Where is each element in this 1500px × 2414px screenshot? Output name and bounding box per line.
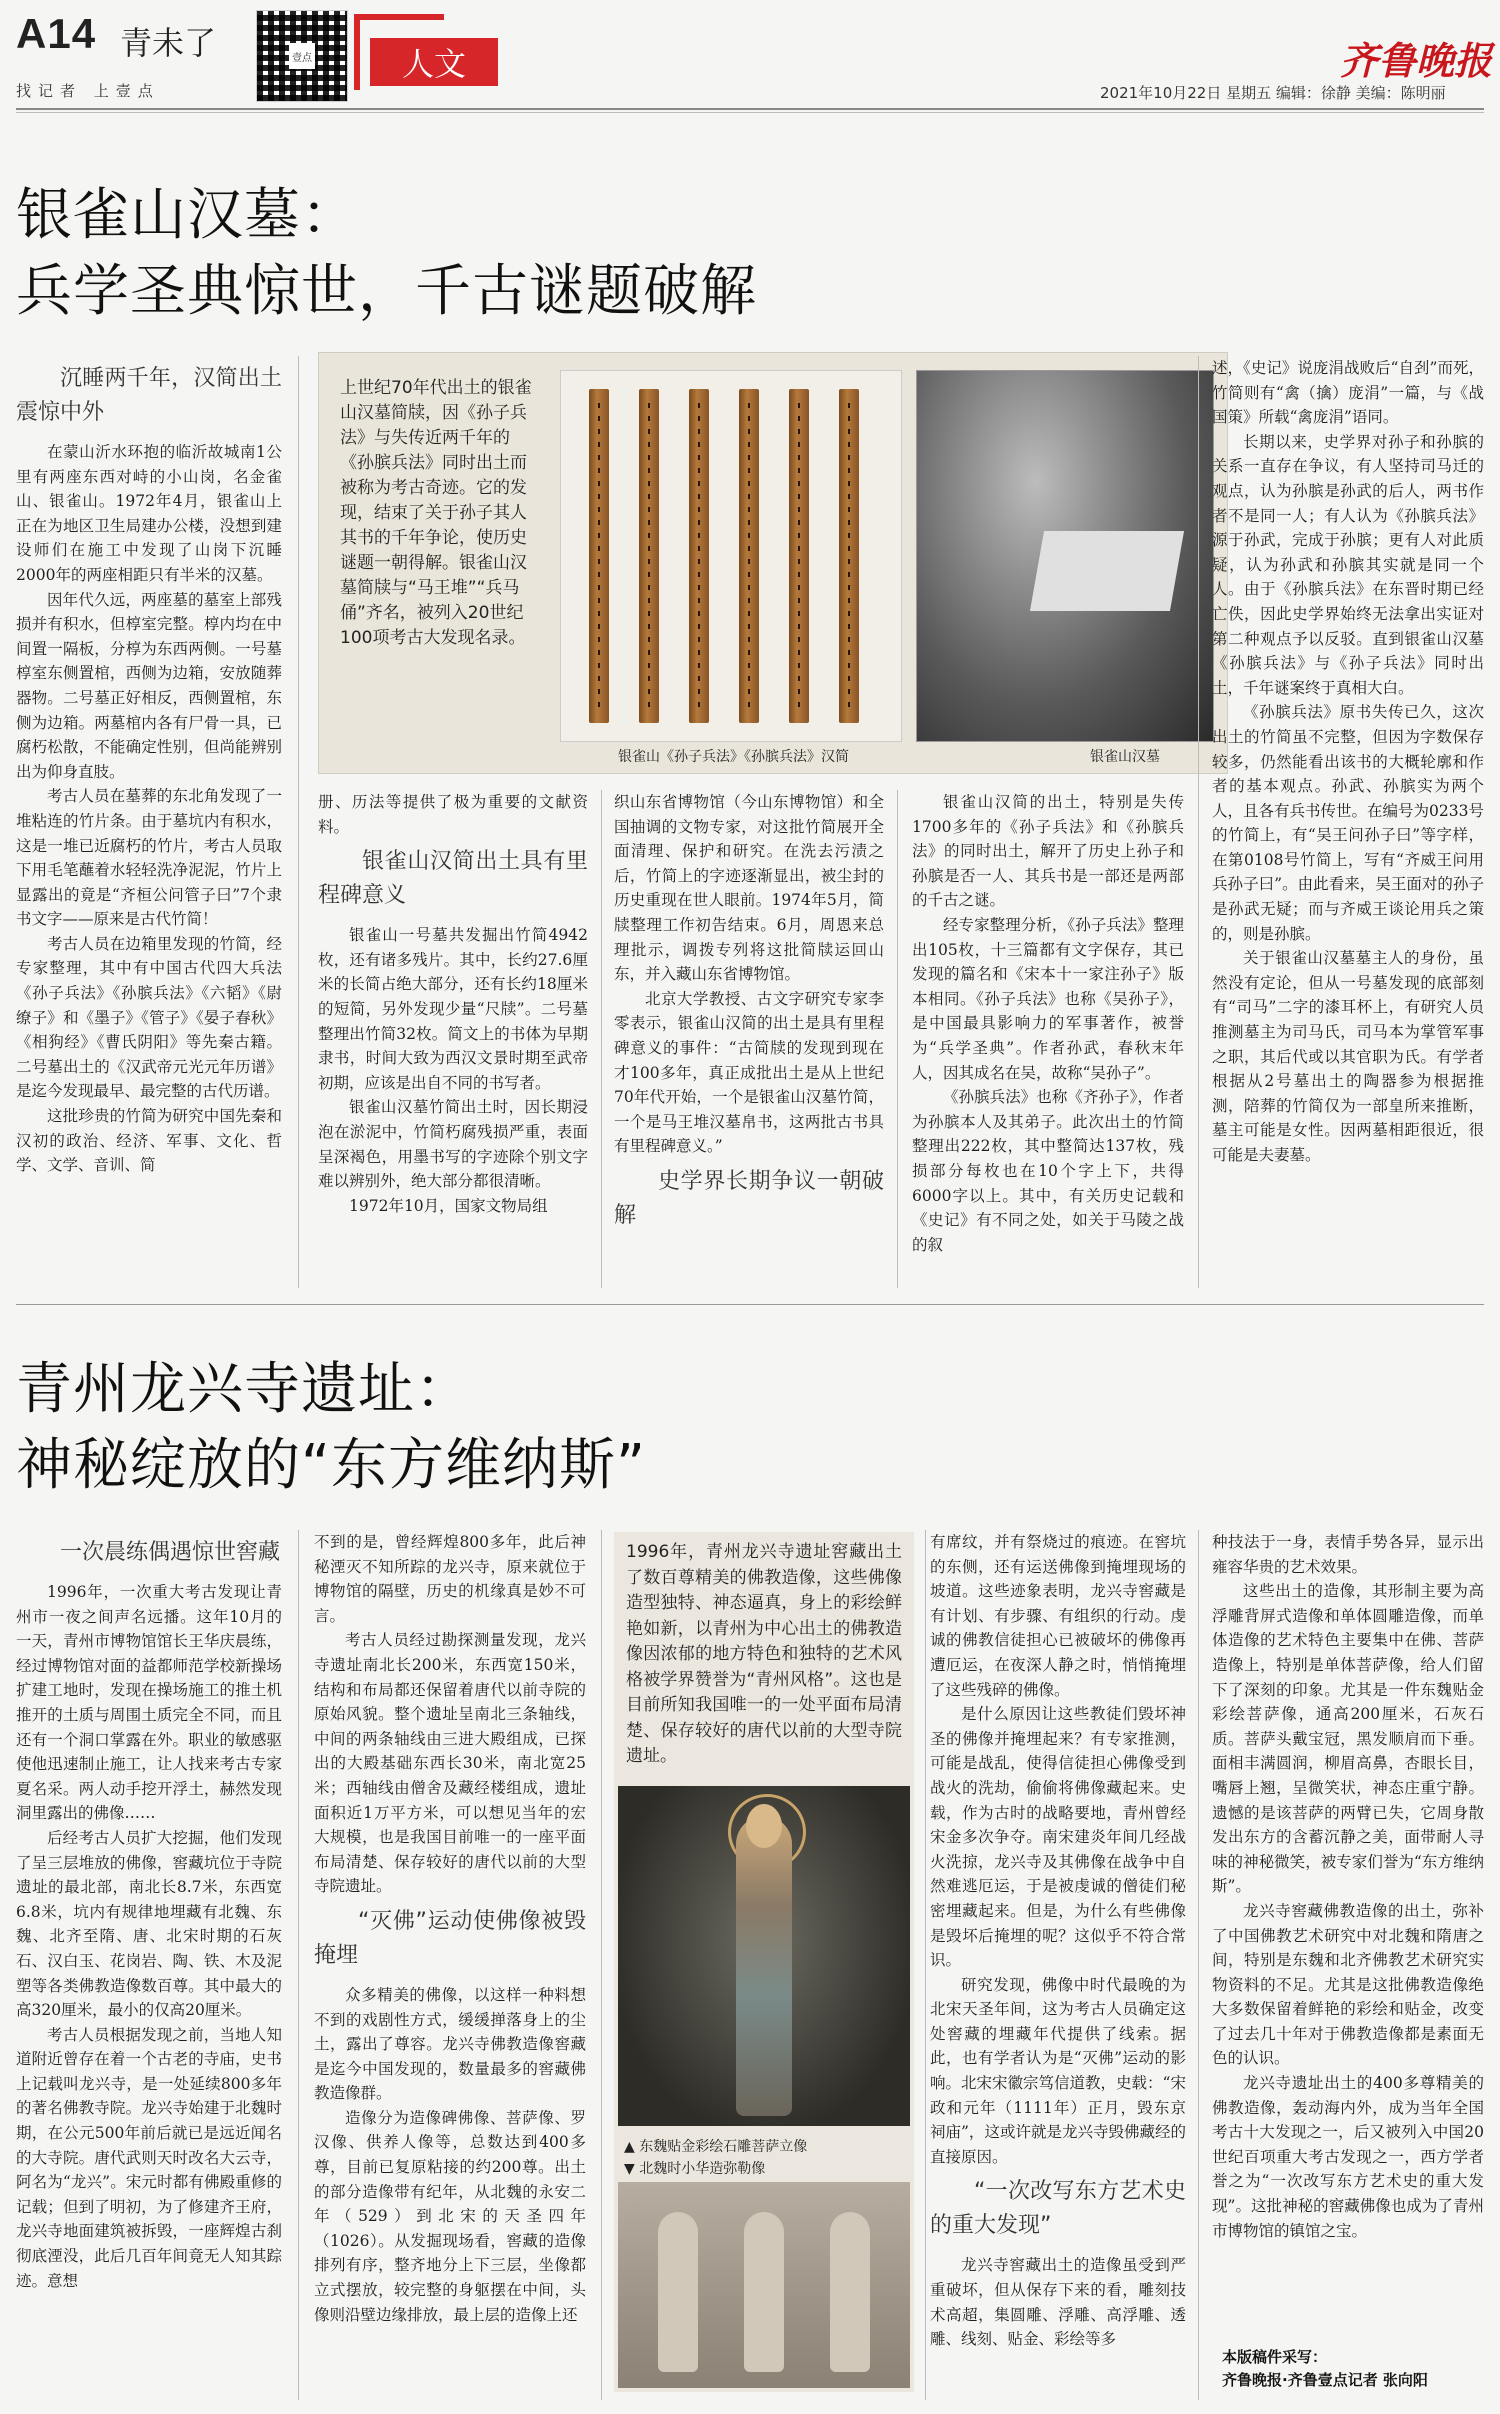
bamboo-slip [589, 389, 609, 723]
slip-character-mark [798, 429, 800, 434]
photo-label-text: 北魏时小华造弥勒像 [639, 2161, 766, 2177]
paragraph: 述，《史记》说庞涓战败后“自刭”而死，竹简则有“禽（擒）庞涓”一篇，与《战国策》所载“禽庞涓”语同。 [1212, 359, 1484, 427]
bamboo-slip [689, 389, 709, 723]
slip-character-mark [798, 585, 800, 590]
slip-character-mark [648, 546, 650, 551]
slip-character-mark [798, 455, 800, 460]
slip-character-mark [848, 624, 850, 629]
slip-character-mark [598, 676, 600, 681]
slip-character-mark [848, 507, 850, 512]
paragraph: 不到的是，曾经辉煌800多年，此后神秘湮灭不知所踪的龙兴寺，原来就位于博物馆的隔壁，历史的机缘真是妙不可言。 [314, 1533, 586, 1625]
slip-character-mark [648, 494, 650, 499]
article1-column-2 [318, 790, 588, 1288]
header-rule [16, 108, 1484, 110]
slip-character-mark [698, 624, 700, 629]
slip-character-mark [748, 624, 750, 629]
paragraph: 这批珍贵的竹简为研究中国先秦和汉初的政治、经济、军事、文化、哲学、文学、音训、简 [16, 1107, 282, 1175]
paragraph: 因年代久远，两座墓的墓室上部残损并有积水，但椁室完整。椁内均在中间置一隔板，分椁为东西两侧。一号墓椁室东侧置棺，西侧为边箱，安放随葬器物。二号墓正好相反，西侧置棺，东侧为边箱。两墓棺内各有尸骨一具，已腐朽松散，不能确定性别，但尚能辨别出为仰身直肢。 [16, 590, 282, 781]
slip-character-mark [648, 624, 650, 629]
slip-character-mark [648, 663, 650, 668]
article1-subhead-2: 银雀山汉简出土具有里程碑意义 [318, 849, 588, 909]
slip-character-mark [698, 429, 700, 434]
slip-character-mark [848, 559, 850, 564]
slip-character-mark [798, 494, 800, 499]
maitreya-relief-photo [618, 2182, 910, 2388]
slip-character-mark [698, 403, 700, 408]
slip-character-mark [698, 533, 700, 538]
slip-character-mark [648, 533, 650, 538]
paragraph: 经专家整理分析，《孙子兵法》整理出105枚，十三篇都有文字保存，其已发现的篇名和《宋本十一家注孙子》版本相同。《孙子兵法》也称《吴孙子》，是中国最具影响力的军事著作，被誉为“兵学圣典”。作者孙武，春秋末年人，因其成名在吴，故称“吴孙子”。 [912, 915, 1184, 1082]
slip-character-mark [648, 520, 650, 525]
paragraph: 考古人员在墓葬的东北角发现了一堆粘连的竹片条。由于墓坑内有积水，这是一堆已近腐朽的竹片，考古人员取下用毛笔蘸着水轻轻洗净泥泥，竹片上显露出的竟是“齐桓公问管子曰”7个隶书文字——原来是古代竹简！ [16, 787, 282, 929]
bamboo-slip [639, 389, 659, 723]
slip-character-mark [698, 611, 700, 616]
article1-column-3 [614, 790, 884, 1288]
slip-character-mark [698, 468, 700, 473]
column-divider [1198, 1530, 1199, 2400]
article2-subhead-3: “一次改写东方艺术史的重大发现” [930, 2179, 1186, 2239]
slip-character-mark [798, 416, 800, 421]
paragraph: 考古人员经过勘探测量发现，龙兴寺遗址南北长200米，东西宽150米，结构和布局都还保留着唐代以前寺院的原始风貌。整个遗址呈南北三条轴线，中间的两条轴线由三进大殿组成，已探出的大殿基础东西长30米，南北宽25米；西轴线由僧舍及藏经楼组成，遗址面积近1万平方米，可以想见当年的宏大规模，也是我国目前唯一的一座平面布局清楚、保存较好的唐代以前的大型寺院遗址。 [314, 1631, 586, 1896]
paragraph: 北京大学教授、古文字研究专家李零表示，银雀山汉简的出土是具有里程碑意义的事件：“古简牍的发现到现在才100多年，真正成批出土是从上世纪70年代开始，一个是银雀山汉墓竹简，一个是马王堆汉墓帛书，这两批古书具有里程碑意义。” [614, 989, 884, 1156]
slip-character-mark [748, 585, 750, 590]
triangle-down-icon: ▼ [624, 2161, 640, 2177]
slip-character-mark [748, 689, 750, 694]
slip-character-mark [598, 481, 600, 486]
article2-headline [16, 1352, 646, 1504]
column-divider [298, 1530, 299, 2400]
slip-character-mark [798, 663, 800, 668]
slip-character-mark [848, 663, 850, 668]
slip-character-mark [848, 546, 850, 551]
slip-character-mark [848, 689, 850, 694]
slip-character-mark [848, 585, 850, 590]
slip-character-mark [598, 624, 600, 629]
paragraph: 1972年10月，国家文物局组 [349, 1196, 548, 1215]
slip-character-mark [648, 676, 650, 681]
paragraph: 长期以来，史学界对孙子和孙膑的关系一直存在争议，有人坚持司马迁的观点，认为孙膑是孙武的后人，两书作者不是同一人；有人认为《孙膑兵法》源于孙武，完成于孙膑；更有人对此质疑，认为孙武和孙膑其实就是同一个人。由于《孙膑兵法》在东晋时期已经亡佚，因此史学界始终无法拿出实证对第二种观点予以反驳。直到银雀山汉墓《孙膑兵法》与《孙子兵法》同时出土，千年谜案终于真相大白。 [1212, 432, 1484, 697]
slip-character-mark [748, 572, 750, 577]
slip-character-mark [698, 572, 700, 577]
slip-character-mark [748, 429, 750, 434]
paragraph: 1996年，一次重大考古发现让青州市一夜之间声名远播。这年10月的一天，青州市博物馆馆长王华庆晨练，经过博物馆对面的益都师范学校新操场扩建工地时，发现在操场施工的推土机推开的土质与周围土质完全不同，而且还有一个洞口掌露在外。职业的敏感驱使他迅速制止施工，让人找来考古专家夏名采。两人动手挖开浮土，赫然发现洞里露出的佛像…… [16, 1583, 282, 1823]
paragraph: 种技法于一身，表情手势各异，显示出雍容华贵的艺术效果。 [1212, 1533, 1484, 1576]
slip-character-mark [698, 494, 700, 499]
slip-character-mark [848, 676, 850, 681]
slip-character-mark [648, 507, 650, 512]
article1-subhead-1: 沉睡两千年，汉简出土震惊中外 [16, 366, 282, 425]
statue-body [736, 1816, 792, 2116]
header-slogan: 找记者 上壹点 [16, 82, 160, 100]
paragraph: 龙兴寺窖藏佛教造像的出土，弥补了中国佛教艺术研究中对北魏和隋唐之间，特别是东魏和北齐佛教艺术研究实物资料的不足。尤其是这批佛教造像绝大多数保留着鲜艳的彩绘和贴金，改变了过去几十年对于佛教造像都是素面无色的认识。 [1212, 1901, 1484, 2068]
header-rule-thin [16, 112, 1484, 113]
paragraph: 龙兴寺遗址出土的400多尊精美的佛教造像，轰动海内外，成为当年全国考古十大发现之一，后又被列入中国20世纪百项重大考古发现之一，西方学者誉之为“一次改写东方艺术史的重大发现”。这批神秘的窖藏佛像也成为了青州市博物馆的镇馆之宝。 [1212, 2074, 1484, 2240]
slip-character-mark [648, 702, 650, 707]
article-credit [1222, 2346, 1428, 2392]
slip-character-mark [748, 507, 750, 512]
paragraph: 《孙膑兵法》原书失传已久，这次出土的竹简虽不完整，但因为字数保存较多，仍然能看出该书的大概轮廓和作者的基本观点。孙武、孙膑实为两个人，且各有兵书传世。在编号为0233号的竹简上，有“吴王问孙子曰”等字样，在第0108号竹简上，写有“齐威王问用兵孙子曰”。由此看来，吴王面对的孙子是孙武无疑；而与齐威王谈论用兵之策的，则是孙膑。 [1212, 703, 1484, 943]
slip-character-mark [848, 403, 850, 408]
slip-character-mark [598, 585, 600, 590]
slip-character-mark [798, 598, 800, 603]
bamboo-slips-caption: 银雀山《孙子兵法》《孙膑兵法》汉简 [618, 749, 849, 765]
slip-character-mark [748, 676, 750, 681]
slip-character-mark [598, 494, 600, 499]
slip-character-mark [748, 637, 750, 642]
page-number: A14 [16, 10, 97, 57]
statue-head [746, 1804, 782, 1848]
slip-character-mark [648, 403, 650, 408]
paragraph: 册、历法等提供了极为重要的文献资料。 [318, 793, 588, 836]
slip-character-mark [798, 442, 800, 447]
paragraph: 考古人员在边箱里发现的竹简，经专家整理，其中有中国古代四大兵法《孙子兵法》《孙膑兵法》《六韬》《尉缭子》和《墨子》《管子》《晏子春秋》《相狗经》《曹氏阴阳》等先秦古籍。二号墓出土的《汉武帝元光元年历谱》是迄今发现最早、最完整的古代历谱。 [16, 934, 282, 1101]
slip-character-mark [798, 468, 800, 473]
paragraph: 银雀山一号墓共发掘出竹简4942枚，还有诸多残片。其中，长约27.6厘米的长简占绝大部分，还有长约18厘米的短简，另外发现少量“尺牍”。二号墓整理出竹简32枚。简文上的书体为早期隶书，时间大致为西汉文景时期至武帝初期，应该是出自不同的书写者。 [318, 926, 588, 1092]
slip-character-mark [798, 689, 800, 694]
tag-decoration-top [354, 14, 444, 20]
slip-character-mark [748, 663, 750, 668]
column-divider [601, 1530, 602, 2400]
slip-character-mark [648, 559, 650, 564]
slip-character-mark [598, 468, 600, 473]
slip-character-mark [748, 546, 750, 551]
slip-character-mark [648, 689, 650, 694]
excavation-photo-caption: 银雀山汉墓 [1090, 749, 1160, 765]
paragraph: 是什么原因让这些教徒们毁坏神圣的佛像并掩埋起来？有专家推测，可能是战乱，使得信徒担心佛像受到战火的洗劫，偷偷将佛像藏起来。史载，作为古时的战略要地，青州曾经宋金多次争夺。南宋建炎年间几经战火洗掠，龙兴寺及其佛像在战争中自然难逃厄运，于是被虔诚的僧徒们秘密埋藏起来。但是，为什么有些佛像是毁坏后掩埋的呢？这似乎不符合常识。 [930, 1705, 1186, 1970]
bamboo-slip [839, 389, 859, 723]
slip-character-mark [598, 572, 600, 577]
photo-label-2 [624, 2158, 807, 2180]
article1-column-1 [16, 356, 282, 1288]
qr-code-icon[interactable] [256, 10, 348, 102]
slip-character-mark [648, 637, 650, 642]
article2-column-4 [930, 1530, 1186, 2400]
paragraph: 龙兴寺窖藏出土的造像虽受到严重破坏，但从保存下来的看，雕刻技术高超，集圆雕、浮雕、高浮雕、透雕、线刻、贴金、彩绘等多 [930, 2256, 1186, 2349]
slip-character-mark [598, 559, 600, 564]
slip-character-mark [798, 546, 800, 551]
article2-photo-caption: 1996年，青州龙兴寺遗址窖藏出土了数百尊精美的佛教造像，这些佛像造型独特、神态逼真，身上的彩绘鲜艳如新，以青州为中心出土的佛教造像因浓郁的地方特色和独特的艺术风格被学界赞誉为“青州风格”。这也是目前所知我国唯一的一处平面布局清楚、保存较好的唐代以前的大型寺院遗址。 [626, 1542, 902, 1766]
bodhisattva-statue-photo [618, 1786, 910, 2126]
slip-character-mark [798, 559, 800, 564]
slip-character-mark [598, 520, 600, 525]
qr-label: 壹点 [289, 43, 315, 69]
slip-character-mark [698, 442, 700, 447]
slip-character-mark [698, 481, 700, 486]
excavation-slab [1030, 531, 1184, 611]
slip-character-mark [598, 403, 600, 408]
slip-character-mark [798, 624, 800, 629]
slip-character-mark [648, 572, 650, 577]
article2-subhead-2: “灭佛”运动使佛像被毁掩埋 [314, 1908, 586, 1968]
relief-figure [658, 2212, 698, 2372]
article2-column-1 [16, 1530, 282, 2400]
column-divider [925, 1530, 926, 2400]
article2-photo-labels [624, 2136, 807, 2180]
slip-character-mark [598, 442, 600, 447]
slip-character-mark [748, 442, 750, 447]
paragraph: 众多精美的佛像，以这样一种料想不到的戏剧性方式，缓缓掸落身上的尘土，露出了尊容。龙兴寺佛教造像窖藏是迄今中国发现的，数量最多的窖藏佛教造像群。 [314, 1985, 586, 2103]
article1-column-4 [912, 790, 1184, 1288]
slip-character-mark [848, 598, 850, 603]
article2-column-5 [1212, 1530, 1484, 2338]
slip-character-mark [848, 468, 850, 473]
slip-character-mark [598, 598, 600, 603]
slip-character-mark [848, 637, 850, 642]
slip-character-mark [598, 689, 600, 694]
slip-character-mark [648, 442, 650, 447]
slip-character-mark [748, 416, 750, 421]
excavation-photo [916, 370, 1214, 742]
article1-photo-caption: 上世纪70年代出土的银雀山汉墓简牍，因《孙子兵法》与失传近两千年的《孙膑兵法》同时出土而被称为考古奇迹。它的发现，结束了关于孙子其人其书的千年争论，使历史谜题一朝得解。银雀山汉墓简牍与“马王堆”“兵马俑”齐名，被列入20世纪100项考古大发现名录。 [340, 378, 532, 648]
photo-label-text: 东魏贴金彩绘石雕菩萨立像 [639, 2139, 808, 2155]
slip-character-mark [698, 637, 700, 642]
slip-character-mark [598, 637, 600, 642]
slip-character-mark [698, 650, 700, 655]
tag-decoration [354, 14, 360, 90]
article2-subhead-1: 一次晨练偶遇惊世窖藏 [60, 1540, 281, 1565]
slip-character-mark [598, 416, 600, 421]
article1-headline-line1: 银雀山汉墓： [16, 183, 358, 248]
slip-character-mark [798, 533, 800, 538]
slip-character-mark [598, 611, 600, 616]
article1-headline-line2: 兵学圣典惊世，千古谜题破解 [16, 259, 757, 324]
slip-character-mark [748, 455, 750, 460]
slip-character-mark [648, 611, 650, 616]
newspaper-logo: 齐鲁晚报 [1340, 38, 1493, 83]
article2-headline-line2: 神秘绽放的“东方维纳斯” [16, 1433, 647, 1498]
slip-character-mark [698, 416, 700, 421]
slip-character-mark [798, 676, 800, 681]
article1-column-5 [1212, 356, 1484, 1288]
slip-character-mark [848, 650, 850, 655]
bamboo-slip [739, 389, 759, 723]
article2-column-2 [314, 1530, 586, 2400]
slip-character-mark [698, 598, 700, 603]
column-tag: 人文 [370, 38, 498, 86]
paragraph: 这些出土的造像，其形制主要为高浮雕背屏式造像和单体圆雕造像，而单体造像的艺术特色主要集中在佛、菩萨造像上，特别是单体菩萨像，给人们留下了深刻的印象。尤其是一件东魏贴金彩绘菩萨像，通高200厘米，石灰石质。菩萨头戴宝冠，黑发顺肩而下垂。面相丰满圆润，柳眉高鼻，杏眼长目，嘴唇上翘，呈微笑状，神态庄重宁静。遗憾的是该菩萨的两臂已失，它周身散发出东方的含蓄沉静之美，面带耐人寻味的神秘微笑，被专家们誉为“东方维纳斯”。 [1212, 1582, 1484, 1896]
slip-character-mark [698, 559, 700, 564]
slip-character-mark [598, 702, 600, 707]
slip-character-mark [848, 572, 850, 577]
slip-character-mark [798, 520, 800, 525]
credit-line-2: 齐鲁晚报·齐鲁壹点记者 张向阳 [1222, 2371, 1428, 2389]
slip-character-mark [598, 455, 600, 460]
slip-character-mark [798, 611, 800, 616]
slip-character-mark [798, 572, 800, 577]
slip-character-mark [698, 507, 700, 512]
relief-figure [830, 2212, 870, 2372]
slip-character-mark [848, 455, 850, 460]
slip-character-mark [698, 689, 700, 694]
slip-character-mark [698, 546, 700, 551]
column-divider [897, 790, 898, 1288]
date-editor-line: 2021年10月22日 星期五 编辑：徐静 美编：陈明丽 [1100, 84, 1446, 102]
slip-character-mark [648, 455, 650, 460]
slip-character-mark [748, 702, 750, 707]
slip-character-mark [748, 611, 750, 616]
slip-character-mark [748, 650, 750, 655]
slip-character-mark [648, 585, 650, 590]
slip-character-mark [848, 481, 850, 486]
slip-character-mark [848, 520, 850, 525]
slip-character-mark [848, 494, 850, 499]
article1-headline [16, 178, 757, 330]
slip-character-mark [748, 598, 750, 603]
section-name: 青未了 [120, 24, 217, 62]
slip-character-mark [748, 559, 750, 564]
slip-character-mark [648, 598, 650, 603]
slip-character-mark [648, 429, 650, 434]
column-divider [1198, 356, 1199, 1288]
paragraph: 织山东省博物馆（今山东博物馆）和全国抽调的文物专家，对这批竹简展开全面清理、保护和研究。在洗去污渍之后，竹简上的字迹逐渐显出，被尘封的历史重现在世人眼前。1974年5月，简牍整理工作初告结束。6月，周恩来总理批示，调拨专列将这批简牍运回山东，并入藏山东省博物馆。 [614, 793, 884, 984]
column-divider [298, 356, 299, 1288]
slip-character-mark [748, 494, 750, 499]
paragraph: 考古人员根据发现之前，当地人知道附近曾存在着一个古老的寺庙，史书上记载叫龙兴寺，是一处延续800多年的著名佛教寺院。龙兴寺始建于北魏时期，在公元500年前后就已是远近闻名的大寺院。唐代武则天时改名大云寺，阿名为“龙兴”。宋元时都有佛殿重修的记载；但到了明初，为了修建齐王府，龙兴寺地面建筑被拆毁，一座辉煌古刹彻底湮没，此后几百年间竟无人知其踪迹。意想 [16, 2025, 282, 2290]
article2-headline-line1: 青州龙兴寺遗址： [16, 1357, 472, 1422]
slip-character-mark [848, 442, 850, 447]
slip-character-mark [598, 533, 600, 538]
paragraph: 关于银雀山汉墓墓主人的身份，虽然没有定论，但从一号墓发现的底部刻有“司马”二字的漆耳杯上，有研究人员推测墓主为司马氏，司马本为掌管军事之职，其后代或以其官职为氏。有学者根据从2号墓出土的陶器参为根据推测，陪葬的竹简仅为一部皇所来推断，墓主可能是女性。因两墓相距很近，很可能是夫妻墓。 [1212, 949, 1484, 1164]
slip-character-mark [798, 702, 800, 707]
paragraph: 研究发现，佛像中时代最晚的为北宋天圣年间，这为考古人员确定这处窖藏的埋藏年代提供了线索。据此，也有学者认为是“灭佛”运动的影响。北宋宋徽宗笃信道教，史载：“宋政和元年（1111年）正月，毁东京祠庙”，这或许就是龙兴寺毁佛藏经的直接原因。 [930, 1975, 1186, 2166]
slip-character-mark [648, 650, 650, 655]
slip-character-mark [598, 429, 600, 434]
slip-character-mark [748, 481, 750, 486]
slip-character-mark [648, 481, 650, 486]
slip-character-mark [648, 468, 650, 473]
slip-character-mark [748, 533, 750, 538]
slip-character-mark [798, 650, 800, 655]
slip-character-mark [798, 507, 800, 512]
slip-character-mark [848, 533, 850, 538]
article1-subhead-3: 史学界长期争议一朝破解 [614, 1168, 884, 1228]
slip-character-mark [648, 416, 650, 421]
paragraph: 造像分为造像碑佛像、菩萨像、罗汉像、供养人像等，总数达到400多尊，目前已复原粘接的约200尊。出土的部分造像带有纪年，从北魏的永安二年（529）到北宋的天圣四年（1026）。从发掘现场看，窖藏的造像排列有序，整齐地分上下三层，坐像都立式摆放，较完整的身躯摆在中间，头像则沿壁边缘排放，最上层的造像上还 [314, 2108, 586, 2324]
section-rule [16, 1304, 1484, 1305]
slip-character-mark [698, 455, 700, 460]
slip-character-mark [848, 416, 850, 421]
slip-character-mark [698, 520, 700, 525]
slip-character-mark [848, 429, 850, 434]
paragraph: 银雀山汉墓竹简出土时，因长期浸泡在淤泥中，竹简朽腐残损严重，表面呈深褐色，用墨书写的字迹除个别文字难以辨别外，绝大部分都很清晰。 [318, 1098, 588, 1191]
slip-character-mark [748, 403, 750, 408]
triangle-up-icon: ▲ [624, 2139, 640, 2155]
slip-character-mark [598, 507, 600, 512]
slip-character-mark [748, 520, 750, 525]
paragraph: 《孙膑兵法》也称《齐孙子》，作者为孙膑本人及其弟子。此次出土的竹简整理出222枚，其中整简达137枚，残损部分每枚也在10个字上下，共得6000字以上。其中，有关历史记载和《史记》有不同之处，如关于马陵之战的叙 [912, 1088, 1184, 1254]
slip-character-mark [598, 650, 600, 655]
slip-character-mark [698, 702, 700, 707]
slip-character-mark [698, 585, 700, 590]
bamboo-slip [789, 389, 809, 723]
slip-character-mark [698, 663, 700, 668]
credit-line-1: 本版稿件采写： [1222, 2348, 1328, 2366]
slip-character-mark [598, 546, 600, 551]
slip-character-mark [698, 676, 700, 681]
slip-character-mark [798, 637, 800, 642]
slip-character-mark [848, 702, 850, 707]
column-divider [601, 790, 602, 1288]
slip-character-mark [848, 611, 850, 616]
photo-label-1 [624, 2136, 807, 2158]
paragraph: 后经考古人员扩大挖掘，他们发现了呈三层堆放的佛像，窖藏坑位于寺院遗址的最北部，南北长8.7米，东西宽6.8米，坑内有规律地埋藏有北魏、东魏、北齐至隋、唐、北宋时期的石灰石、汉白玉、花岗岩、陶、铁、木及泥塑等各类佛教造像数百尊。其中最大的高320厘米，最小的仅高20厘米。 [16, 1828, 282, 2020]
paragraph: 银雀山汉简的出土，特别是失传1700多年的《孙子兵法》和《孙膑兵法》的同时出土，解开了历史上孙子和孙膑是否一人、其兵书是一部还是两部的千古之谜。 [912, 793, 1184, 910]
slip-character-mark [798, 481, 800, 486]
bamboo-slips-photo [560, 370, 902, 742]
relief-figure [744, 2212, 784, 2372]
slip-character-mark [798, 403, 800, 408]
slip-character-mark [748, 468, 750, 473]
paragraph: 有席纹，并有祭烧过的痕迹。在窖坑的东侧，还有运送佛像到掩埋现场的坡道。这些迹象表明，龙兴寺窖藏是有计划、有步骤、有组织的行动。虔诚的佛教信徒担心已被破坏的佛像再遭厄运，在夜深人静之时，悄悄掩埋了这些残碎的佛像。 [930, 1533, 1186, 1699]
paragraph: 在蒙山沂水环抱的临沂故城南1公里有两座东西对峙的小山岗，名金雀山、银雀山。1972年4月，银雀山上正在为地区卫生局建办公楼，没想到建设师们在施工中发现了山岗下沉睡2000年的两座相距只有半米的汉墓。 [16, 443, 282, 584]
slip-character-mark [598, 663, 600, 668]
